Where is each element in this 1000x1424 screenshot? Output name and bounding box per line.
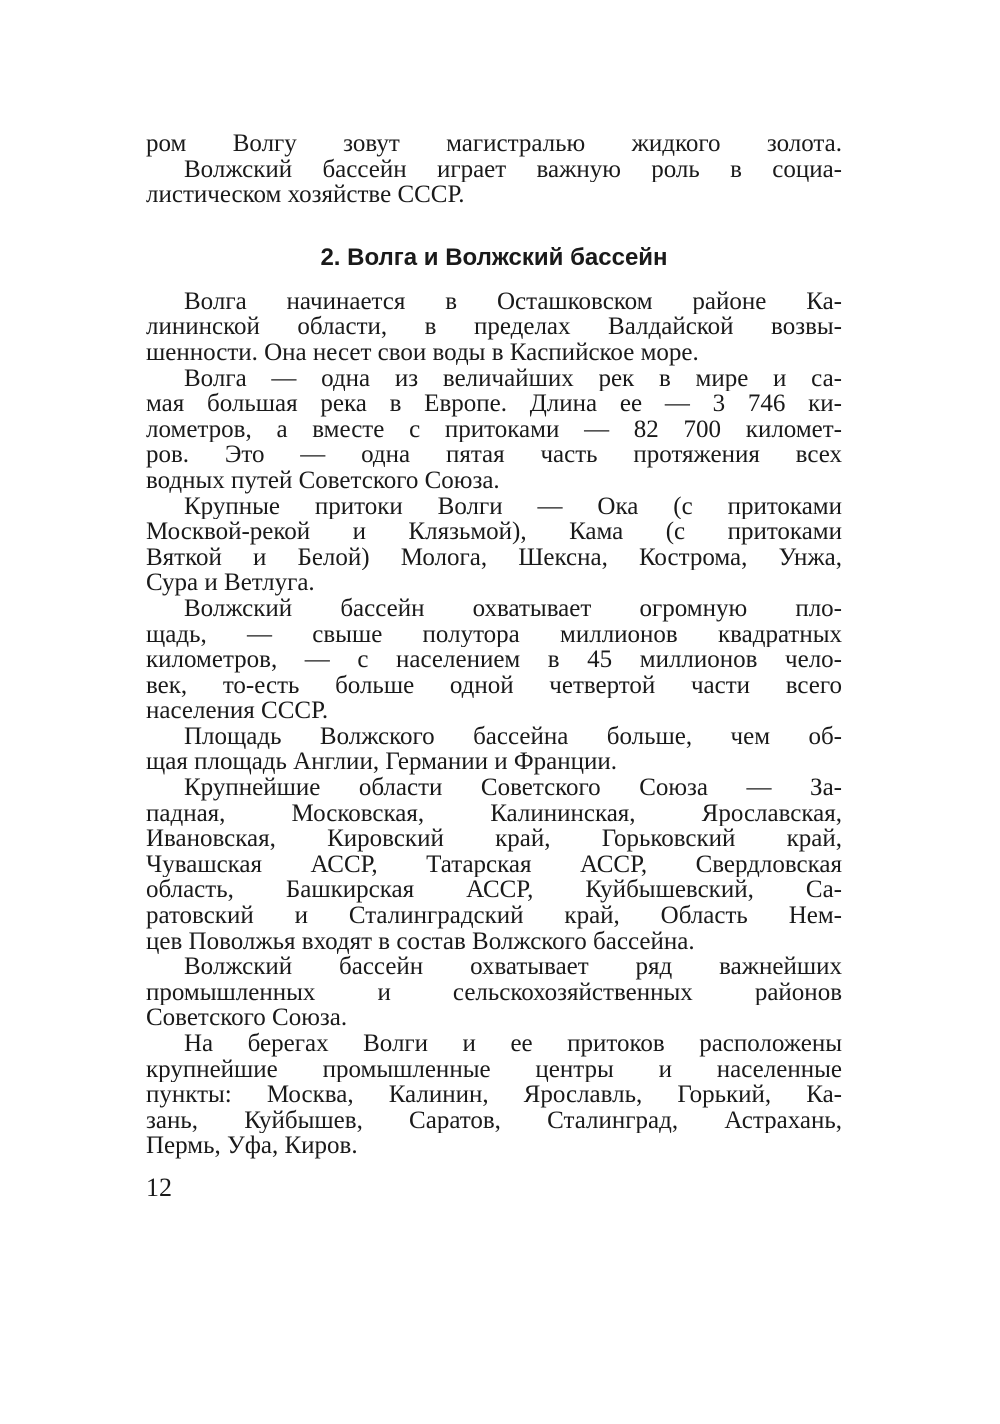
page-body: [146, 131, 842, 1159]
paragraph-line: Площадь Волжского бассейна больше, чем об-: [184, 723, 842, 750]
paragraph-line: шенности. Она несет свои воды в Каспийское море.: [146, 339, 699, 366]
paragraph-length: [146, 366, 842, 494]
paragraph-line: цев Поволжья входят в состав Волжского бассейна.: [146, 928, 695, 955]
paragraph-line: ров. Это — одна пятая часть протяжения всех: [146, 442, 842, 468]
intro-line: листическом хозяйстве СССР.: [146, 182, 465, 208]
paragraph-area: [146, 596, 842, 724]
paragraph-line: лометров, а вместе с притоками — 82 700 километ-: [146, 416, 842, 443]
paragraph-line: Волжский бассейн охватывает огромную пло-: [184, 595, 842, 622]
paragraph-line: На берегах Волги и ее притоков расположены: [184, 1031, 842, 1057]
paragraph-line: Волга — одна из величайших рек в мире и са-: [184, 365, 842, 392]
paragraph-line: область, Башкирская АССР, Куйбышевский, Са-: [146, 877, 842, 904]
paragraph-line: щадь, — свыше полутора миллионов квадратных: [146, 621, 842, 648]
intro-line: Волжский бассейн играет важную роль в социа-: [184, 156, 842, 183]
page-number: 12: [146, 1173, 172, 1202]
paragraph-tributaries: [146, 494, 842, 596]
paragraph-line: щая площадь Англии, Германии и Франции.: [146, 749, 617, 776]
paragraph-line: Советского Союза.: [146, 1005, 348, 1031]
paragraph-industry: [146, 954, 842, 1031]
paragraph-line: лининской области, в пределах Валдайской возвы-: [146, 314, 842, 340]
paragraph-line: промышленных и сельскохозяйственных районов: [146, 979, 842, 1006]
paragraph-regions: [146, 775, 842, 954]
paragraph-line: мая большая река в Европе. Длина ее — 3 746 ки-: [146, 391, 842, 417]
paragraph-line: ратовский и Сталинградский край, Область Нем-: [146, 903, 842, 929]
paragraph-line: Крупнейшие области Советского Союза — За-: [184, 775, 842, 801]
paragraph-line: Чувашская АССР, Татарская АССР, Свердловская: [146, 851, 842, 878]
paragraph-line: Пермь, Уфа, Киров.: [146, 1133, 358, 1159]
paragraph-line: Волга начинается в Осташковском районе Ка-: [184, 288, 842, 315]
intro-line: ром Волгу зовут магистралью жидкого золота.: [146, 131, 842, 157]
section-heading: 2. Волга и Волжский бассейн: [320, 243, 668, 271]
paragraph-line: километров, — с населением в 45 миллионов чело-: [146, 647, 842, 673]
paragraph-line: водных путей Советского Союза.: [146, 467, 500, 494]
paragraph-line: зань, Куйбышев, Саратов, Сталинград, Астрахань,: [146, 1107, 842, 1134]
paragraph-line: век, то-есть больше одной четвертой части всего: [146, 672, 842, 699]
paragraph-line: пункты: Москва, Калинин, Ярославль, Горький, Ка-: [146, 1082, 842, 1108]
paragraph-line: крупнейшие промышленные центры и населенные: [146, 1056, 842, 1083]
intro-text: [146, 131, 842, 208]
paragraph-line: Ивановская, Кировский край, Горьковский край,: [146, 826, 842, 852]
paragraph-line: населения СССР.: [146, 698, 329, 724]
paragraph-line: Сура и Ветлуга.: [146, 570, 315, 596]
paragraph-cities: [146, 1031, 842, 1159]
paragraph-line: падная, Московская, Калининская, Ярославская,: [146, 800, 842, 827]
paragraph-line: Волжский бассейн охватывает ряд важнейших: [184, 954, 842, 980]
paragraph-source: [146, 289, 842, 366]
paragraph-comparison: [146, 724, 842, 775]
paragraph-line: Москвой-рекой и Клязьмой), Кама (с притоками: [146, 519, 842, 545]
paragraph-line: Крупные притоки Волги — Ока (с притоками: [184, 493, 842, 520]
paragraph-line: Вяткой и Белой) Молога, Шексна, Кострома, Унжа,: [146, 544, 842, 571]
